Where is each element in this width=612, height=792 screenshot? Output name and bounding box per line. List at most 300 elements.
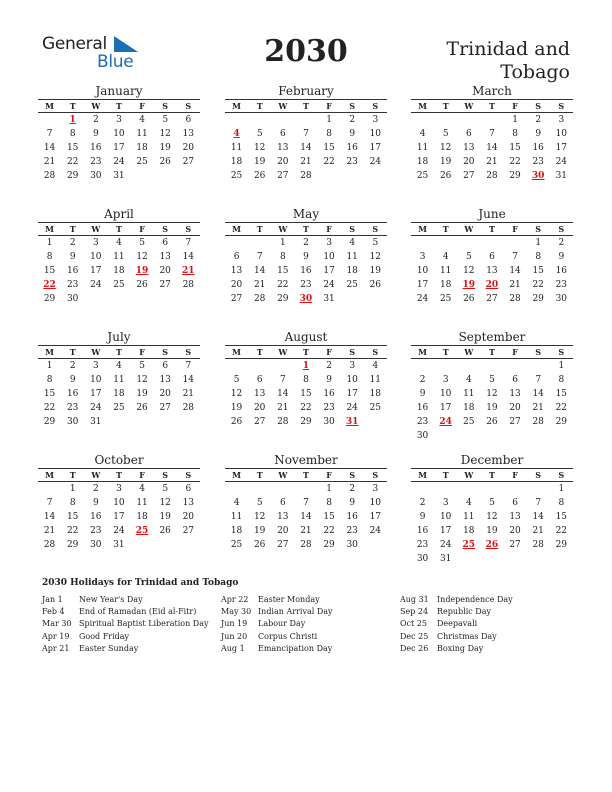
day-cell (504, 552, 527, 566)
day-cell: 15 (532, 266, 544, 276)
day-cell: 5 (162, 115, 169, 125)
weekday-label: F (131, 223, 154, 236)
day-cell: 3 (326, 238, 332, 248)
day-cell (364, 415, 387, 429)
day-cell: 20 (159, 389, 171, 399)
day-cell: 2 (326, 361, 332, 371)
day-cell: 1 (326, 115, 332, 125)
day-cell: 29 (300, 417, 312, 427)
holiday-date: Mar 30 (42, 619, 72, 629)
logo-text-general: General (42, 34, 107, 54)
day-cell: 7 (46, 129, 53, 139)
day-cell: 19 (439, 157, 452, 167)
day-cell (248, 359, 271, 373)
week-row (38, 482, 200, 496)
week-row (411, 264, 573, 278)
day-cell: 2 (69, 361, 76, 371)
holiday-day-cell: 19 (135, 266, 149, 276)
week-row (38, 510, 200, 524)
day-cell: 5 (442, 129, 449, 139)
weekday-label: M (411, 100, 434, 113)
day-cell (504, 359, 527, 373)
day-cell: 5 (139, 238, 145, 248)
month-grid (411, 222, 573, 306)
day-cell: 29 (555, 540, 568, 550)
day-cell (480, 552, 503, 566)
day-cell (248, 113, 271, 127)
day-cell: 21 (300, 526, 312, 536)
day-cell: 30 (323, 417, 335, 427)
holiday-name: Emancipation Day (258, 643, 333, 653)
weekday-label: T (248, 100, 271, 113)
day-cell (177, 415, 200, 429)
day-cell: 28 (509, 294, 521, 304)
day-cell: 18 (136, 512, 148, 522)
day-cell: 30 (555, 294, 568, 304)
day-cell: 22 (43, 403, 56, 413)
day-cell: 10 (113, 498, 125, 508)
week-row (225, 359, 387, 373)
day-cell: 19 (253, 157, 266, 167)
month-grid (411, 468, 573, 566)
week-row (411, 415, 573, 429)
day-cell: 30 (90, 171, 102, 181)
weekday-label: T (480, 346, 503, 359)
day-cell: 15 (555, 512, 568, 522)
weekday-label: T (107, 469, 130, 482)
day-cell: 6 (279, 498, 286, 508)
day-cell: 9 (419, 512, 426, 522)
day-cell: 9 (69, 252, 76, 262)
day-cell: 29 (43, 417, 56, 427)
day-cell: 28 (43, 171, 56, 181)
day-cell: 6 (279, 129, 286, 139)
day-cell: 13 (509, 389, 521, 399)
holiday-entry (221, 606, 333, 618)
month-name: October (94, 453, 144, 467)
day-cell: 20 (182, 143, 195, 153)
day-cell (225, 482, 248, 496)
day-cell: 24 (369, 526, 382, 536)
day-cell: 28 (43, 540, 56, 550)
day-cell: 6 (512, 375, 518, 385)
day-cell: 11 (230, 512, 243, 522)
week-row (38, 292, 200, 306)
week-row (411, 387, 573, 401)
day-cell: 1 (279, 238, 286, 248)
day-cell: 6 (489, 252, 495, 262)
week-row (411, 496, 573, 510)
day-cell: 2 (419, 375, 426, 385)
day-cell: 22 (66, 526, 79, 536)
day-cell: 22 (66, 157, 79, 167)
week-row (225, 278, 387, 292)
month-grid (411, 99, 573, 183)
day-cell (154, 415, 177, 429)
day-cell: 19 (159, 143, 171, 153)
day-cell: 28 (182, 280, 195, 290)
day-cell: 28 (300, 171, 312, 181)
weekday-label: M (38, 223, 61, 236)
day-cell: 2 (419, 498, 426, 508)
day-cell: 3 (372, 484, 379, 494)
month-grid (38, 99, 200, 183)
day-cell (480, 236, 503, 250)
day-cell (225, 236, 248, 250)
day-cell: 17 (113, 143, 125, 153)
day-cell: 21 (277, 403, 289, 413)
day-cell (154, 292, 177, 306)
day-cell (341, 292, 364, 306)
day-cell: 26 (136, 280, 148, 290)
month-name: June (478, 207, 506, 221)
day-cell: 28 (182, 403, 195, 413)
day-cell: 20 (230, 280, 243, 290)
day-cell: 27 (509, 540, 521, 550)
week-row (225, 538, 387, 552)
holiday-name: Indian Arrival Day (258, 607, 333, 617)
day-cell: 29 (323, 540, 335, 550)
holiday-day-cell: 19 (462, 280, 476, 290)
day-cell: 17 (323, 266, 335, 276)
day-cell (457, 482, 480, 496)
day-cell: 15 (43, 266, 56, 276)
day-cell: 20 (253, 403, 266, 413)
day-cell (271, 359, 294, 373)
day-cell: 13 (230, 266, 243, 276)
week-row (38, 524, 200, 538)
week-row (38, 278, 200, 292)
weekday-label: F (318, 469, 341, 482)
day-cell: 1 (69, 484, 76, 494)
month-april (38, 207, 200, 306)
day-cell (457, 429, 480, 443)
day-cell (294, 113, 317, 127)
weekday-label: W (84, 469, 107, 482)
day-cell: 11 (113, 252, 125, 262)
day-cell: 9 (69, 375, 76, 385)
day-cell (225, 113, 248, 127)
day-cell: 10 (439, 389, 452, 399)
day-cell: 20 (182, 512, 195, 522)
week-row (225, 524, 387, 538)
day-cell: 2 (303, 238, 309, 248)
day-cell: 26 (463, 294, 475, 304)
day-cell (480, 429, 503, 443)
day-cell: 13 (486, 266, 498, 276)
day-cell: 26 (486, 417, 498, 427)
week-row (38, 250, 200, 264)
holiday-entry (42, 643, 209, 655)
day-cell: 17 (439, 403, 452, 413)
weekday-label: S (550, 223, 573, 236)
day-cell: 19 (486, 526, 498, 536)
day-cell: 17 (113, 512, 125, 522)
week-row (225, 510, 387, 524)
day-cell: 21 (300, 157, 312, 167)
holiday-date: Sep 24 (400, 607, 429, 617)
week-row (225, 141, 387, 155)
weekday-label: F (131, 346, 154, 359)
week-row (38, 401, 200, 415)
day-cell (154, 169, 177, 183)
day-cell: 27 (159, 403, 171, 413)
holiday-day-cell: 22 (43, 280, 56, 290)
day-cell (318, 169, 341, 183)
day-cell: 30 (346, 540, 358, 550)
day-cell: 16 (66, 389, 79, 399)
holiday-entry (400, 631, 513, 643)
weekday-label: F (318, 223, 341, 236)
day-cell: 9 (349, 129, 356, 139)
day-cell: 27 (159, 280, 171, 290)
weekday-header (411, 346, 573, 359)
day-cell (480, 482, 503, 496)
day-cell: 14 (509, 266, 521, 276)
day-cell: 21 (43, 157, 56, 167)
day-cell: 27 (277, 171, 289, 181)
day-cell: 6 (162, 238, 169, 248)
day-cell: 24 (555, 157, 568, 167)
day-cell (411, 113, 434, 127)
week-row (38, 496, 200, 510)
day-cell: 10 (90, 375, 102, 385)
day-cell: 14 (43, 512, 56, 522)
day-cell: 10 (369, 498, 382, 508)
calendar-year: 2030 (264, 34, 348, 69)
day-cell: 8 (558, 498, 565, 508)
holiday-column (42, 594, 209, 655)
day-cell: 29 (532, 294, 544, 304)
day-cell: 23 (416, 417, 429, 427)
day-cell (225, 359, 248, 373)
day-cell: 10 (346, 375, 358, 385)
day-cell: 7 (512, 252, 518, 262)
day-cell (271, 113, 294, 127)
month-september (411, 330, 573, 443)
day-cell: 20 (277, 157, 289, 167)
day-cell: 14 (300, 512, 312, 522)
day-cell: 16 (346, 512, 358, 522)
day-cell: 18 (439, 280, 452, 290)
week-row (225, 415, 387, 429)
day-cell: 9 (535, 129, 542, 139)
day-cell: 6 (185, 484, 192, 494)
day-cell: 27 (253, 417, 266, 427)
day-cell: 11 (439, 266, 452, 276)
week-row (38, 387, 200, 401)
day-cell: 24 (90, 403, 102, 413)
weekday-label: S (177, 346, 200, 359)
weekday-label: F (504, 346, 527, 359)
day-cell: 17 (346, 389, 358, 399)
weekday-header (411, 469, 573, 482)
day-cell: 23 (532, 157, 544, 167)
day-cell (131, 292, 154, 306)
day-cell: 27 (230, 294, 243, 304)
day-cell (248, 482, 271, 496)
week-row (411, 510, 573, 524)
weekday-label: S (527, 469, 550, 482)
day-cell: 1 (535, 238, 542, 248)
day-cell: 3 (116, 115, 122, 125)
day-cell: 8 (46, 252, 53, 262)
day-cell: 23 (555, 280, 568, 290)
day-cell: 22 (532, 280, 544, 290)
week-row (38, 127, 200, 141)
weekday-label: S (154, 100, 177, 113)
day-cell: 14 (532, 512, 544, 522)
day-cell: 5 (139, 361, 145, 371)
holiday-date: Dec 26 (400, 643, 429, 653)
day-cell: 27 (277, 540, 289, 550)
day-cell (38, 113, 61, 127)
day-cell: 30 (66, 294, 79, 304)
day-cell: 29 (555, 417, 568, 427)
day-cell: 28 (253, 294, 266, 304)
day-cell: 29 (43, 294, 56, 304)
holiday-entry (400, 606, 513, 618)
month-july (38, 330, 200, 429)
holiday-date: Apr 21 (42, 643, 70, 653)
day-cell: 19 (159, 512, 171, 522)
day-cell (411, 482, 434, 496)
week-row (411, 113, 573, 127)
holiday-name: Independence Day (437, 595, 513, 604)
weekday-header (225, 346, 387, 359)
day-cell: 1 (512, 115, 518, 125)
week-row (38, 141, 200, 155)
day-cell (504, 236, 527, 250)
week-row (225, 496, 387, 510)
weekday-header (225, 469, 387, 482)
day-cell: 9 (92, 129, 99, 139)
month-grid (411, 345, 573, 443)
day-cell: 5 (489, 375, 495, 385)
day-cell: 16 (323, 389, 335, 399)
day-cell: 4 (233, 498, 240, 508)
day-cell: 31 (113, 171, 125, 181)
day-cell: 4 (139, 484, 145, 494)
month-february (225, 84, 387, 183)
weekday-label: S (154, 346, 177, 359)
weekday-label: S (527, 223, 550, 236)
day-cell: 26 (439, 171, 452, 181)
day-cell: 24 (90, 280, 102, 290)
day-cell: 9 (558, 252, 565, 262)
week-row (38, 113, 200, 127)
day-cell: 16 (346, 143, 358, 153)
weekday-label: M (38, 100, 61, 113)
day-cell: 5 (372, 238, 379, 248)
weekday-label: T (434, 469, 457, 482)
holiday-day-cell: 25 (135, 526, 149, 536)
country-name: Trinidad and Tobago (446, 38, 570, 83)
holiday-day-cell: 26 (485, 540, 499, 550)
weekday-header (38, 223, 200, 236)
day-cell: 27 (509, 417, 521, 427)
day-cell: 26 (253, 171, 266, 181)
weekday-label: T (248, 223, 271, 236)
day-cell: 11 (463, 389, 475, 399)
day-cell (550, 552, 573, 566)
logo-text-blue: Blue (97, 52, 134, 72)
day-cell: 27 (182, 526, 195, 536)
day-cell (177, 538, 200, 552)
holiday-name: Labour Day (258, 619, 306, 629)
day-cell: 21 (509, 280, 521, 290)
weekday-header (225, 223, 387, 236)
day-cell: 22 (323, 526, 335, 536)
day-cell (527, 359, 550, 373)
day-cell: 21 (43, 526, 56, 536)
month-name: January (95, 84, 143, 98)
week-row (411, 373, 573, 387)
day-cell: 28 (532, 540, 544, 550)
day-cell (248, 236, 271, 250)
day-cell (434, 429, 457, 443)
day-cell: 7 (185, 361, 192, 371)
day-cell: 18 (113, 266, 125, 276)
month-grid (38, 345, 200, 429)
day-cell: 5 (233, 375, 240, 385)
weekday-label: T (294, 346, 317, 359)
day-cell: 18 (369, 389, 382, 399)
day-cell: 15 (323, 143, 335, 153)
day-cell: 26 (369, 280, 382, 290)
day-cell: 2 (92, 115, 99, 125)
day-cell: 8 (512, 129, 518, 139)
weekday-label: T (294, 469, 317, 482)
weekday-label: W (84, 100, 107, 113)
day-cell: 17 (416, 280, 429, 290)
day-cell: 3 (92, 361, 99, 371)
weekday-label: W (271, 469, 294, 482)
day-cell (550, 429, 573, 443)
holiday-date: May 30 (221, 607, 252, 617)
day-cell: 19 (230, 403, 243, 413)
day-cell: 7 (535, 498, 542, 508)
holidays-title: 2030 Holidays for Trinidad and Tobago (42, 578, 239, 588)
weekday-label: T (61, 469, 84, 482)
day-cell: 26 (230, 417, 243, 427)
weekday-label: S (527, 100, 550, 113)
day-cell: 8 (326, 498, 332, 508)
day-cell: 12 (136, 252, 148, 262)
day-cell (107, 292, 130, 306)
day-cell (131, 538, 154, 552)
day-cell: 3 (558, 115, 565, 125)
day-cell: 11 (113, 375, 125, 385)
holiday-date: Aug 31 (400, 595, 429, 604)
day-cell: 8 (279, 252, 286, 262)
day-cell: 18 (230, 526, 243, 536)
holiday-entry (400, 643, 513, 655)
week-row (411, 401, 573, 415)
day-cell: 10 (416, 266, 429, 276)
week-row (225, 113, 387, 127)
weekday-label: S (341, 469, 364, 482)
day-cell: 13 (509, 512, 521, 522)
week-row (411, 250, 573, 264)
day-cell: 2 (558, 238, 565, 248)
week-row (411, 155, 573, 169)
day-cell: 25 (346, 280, 358, 290)
weekday-label: T (480, 100, 503, 113)
day-cell: 2 (92, 484, 99, 494)
day-cell: 22 (509, 157, 521, 167)
day-cell: 28 (532, 417, 544, 427)
